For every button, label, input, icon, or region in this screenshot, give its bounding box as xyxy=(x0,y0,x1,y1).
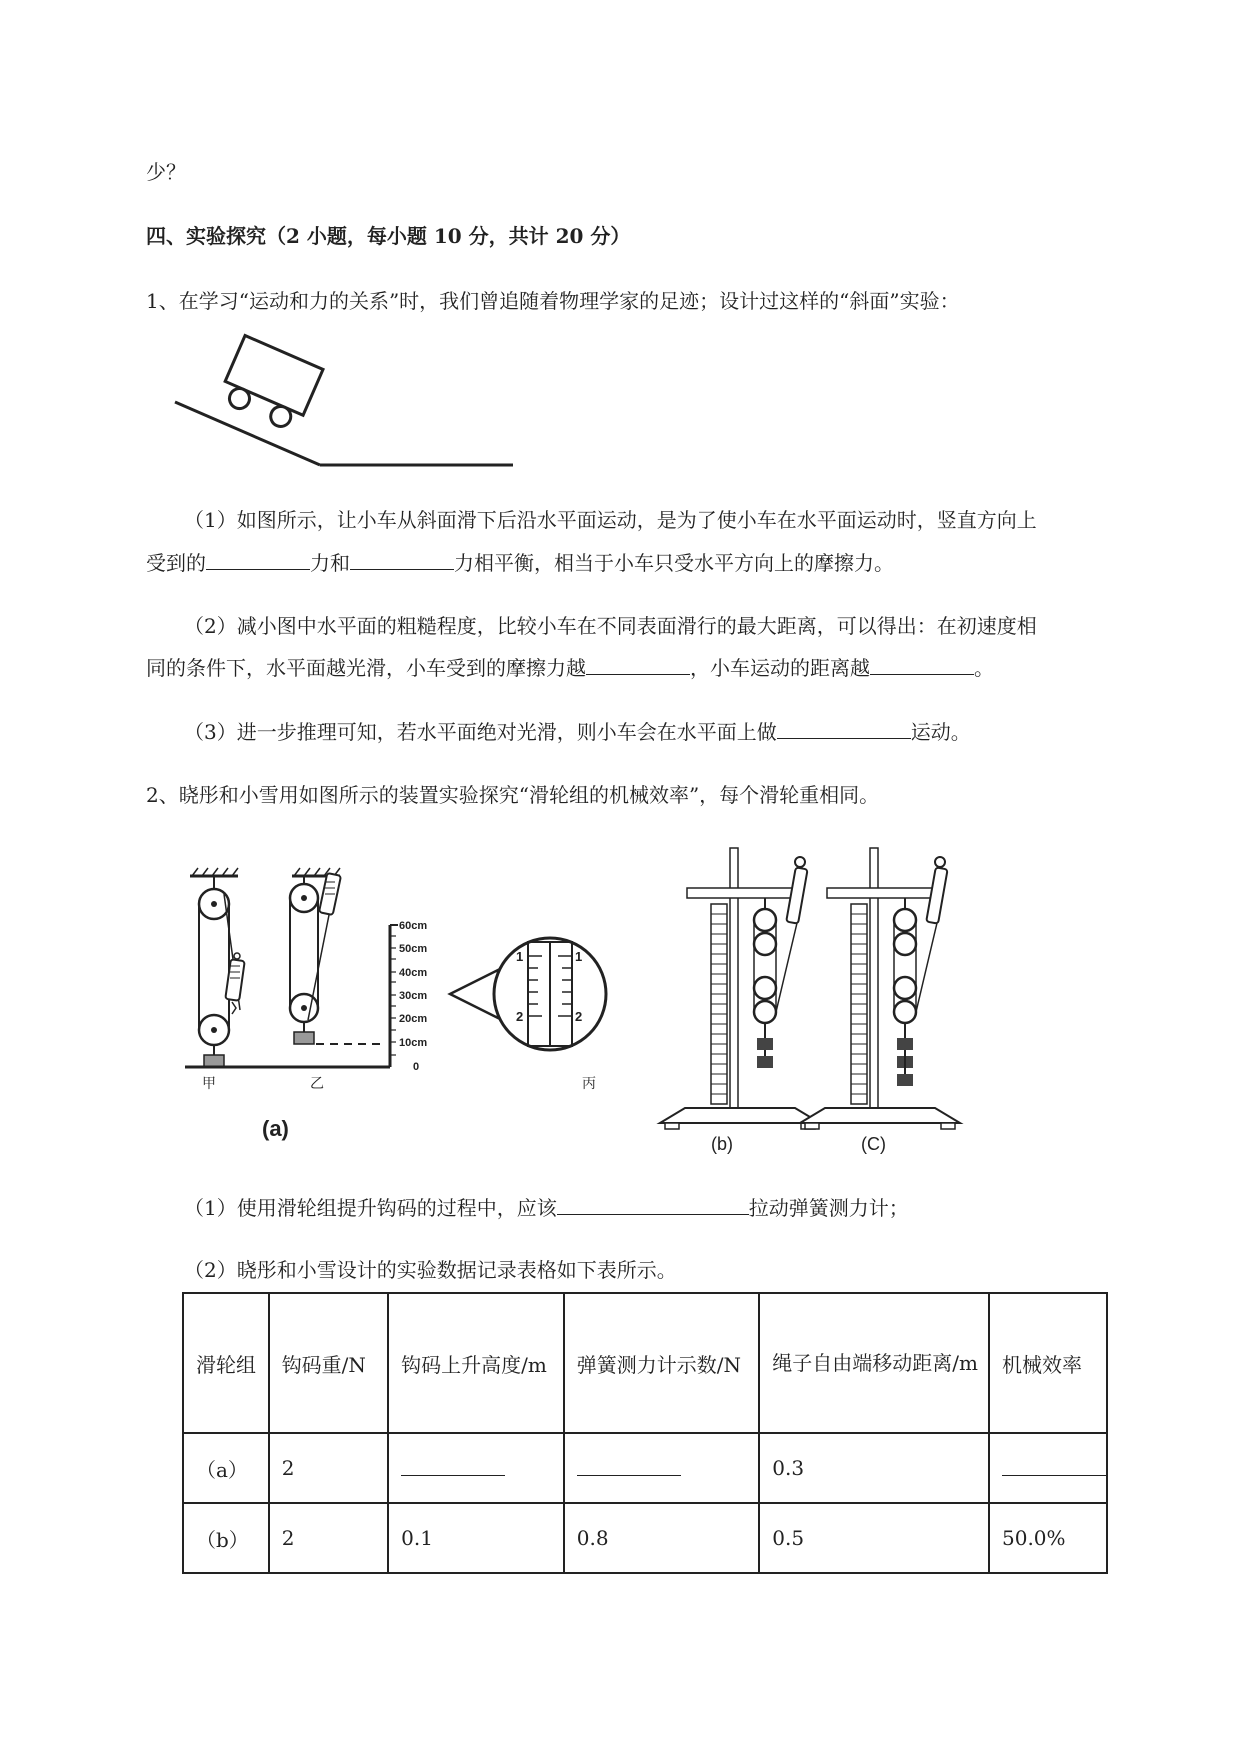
ruler-tick-label: 20cm xyxy=(399,1013,428,1025)
table-cell: 2 xyxy=(269,1433,388,1503)
ruler-tick-label: 50cm xyxy=(399,943,428,955)
q1-part2-line1: （2）减小图中水平面的粗糙程度，比较小车在不同表面滑行的最大距离，可以得出：在初速度相 xyxy=(184,614,1037,638)
answer-blank[interactable] xyxy=(586,652,690,675)
pulley-figure-bc xyxy=(655,848,985,1158)
table-cell: 0.8 xyxy=(564,1503,760,1573)
table-row xyxy=(183,1503,1107,1573)
answer-blank[interactable] xyxy=(401,1455,505,1476)
label-yi: 乙 xyxy=(310,1076,324,1092)
table-header: 弹簧测力计示数/N xyxy=(564,1293,760,1433)
table-cell: 0.3 xyxy=(759,1433,989,1503)
q2-part2: （2）晓彤和小雪设计的实验数据记录表格如下表所示。 xyxy=(184,1258,677,1282)
table-cell: 50.0% xyxy=(989,1503,1107,1573)
zoom-number: 1 xyxy=(575,949,583,964)
data-table xyxy=(182,1292,1108,1574)
table-cell: （a） xyxy=(183,1433,269,1503)
zoom-number: 2 xyxy=(575,1009,583,1024)
table-row xyxy=(183,1433,1107,1503)
label-b: (b) xyxy=(711,1134,733,1154)
ruler-tick-label: 10cm xyxy=(399,1037,428,1049)
ruler-tick-label: 0 xyxy=(413,1061,420,1073)
answer-blank[interactable] xyxy=(1002,1455,1106,1476)
answer-blank[interactable] xyxy=(777,716,911,739)
table-cell: （b） xyxy=(183,1503,269,1573)
label-jia: 甲 xyxy=(202,1076,216,1092)
zoom-number: 2 xyxy=(516,1009,524,1024)
ruler-tick-label: 40cm xyxy=(399,967,428,979)
table-header: 绳子自由端移动距离/m xyxy=(759,1293,989,1433)
answer-blank[interactable] xyxy=(206,547,310,570)
table-header-row xyxy=(183,1293,1107,1433)
q1-part1-line2: 受到的 力和 力相平衡，相当于小车只受水平方向上的摩擦力。 xyxy=(146,547,894,577)
ruler-tick-label: 30cm xyxy=(399,990,428,1002)
table-cell: 0.5 xyxy=(759,1503,989,1573)
table-header: 钩码上升高度/m xyxy=(388,1293,564,1433)
q2-intro: 2、晓彤和小雪用如图所示的装置实验探究“滑轮组的机械效率”，每个滑轮重相同。 xyxy=(146,783,880,807)
answer-blank[interactable] xyxy=(350,547,454,570)
table-cell[interactable] xyxy=(388,1433,564,1503)
answer-blank[interactable] xyxy=(557,1192,749,1215)
answer-blank[interactable] xyxy=(870,652,974,675)
answer-blank[interactable] xyxy=(577,1455,681,1476)
table-cell: 2 xyxy=(269,1503,388,1573)
q1-intro: 1、在学习“运动和力的关系”时，我们曾追随着物理学家的足迹；设计过这样的“斜面”实验： xyxy=(146,289,960,313)
ruler-tick-label: 60cm xyxy=(399,920,428,932)
table-header: 滑轮组 xyxy=(183,1293,269,1433)
q1-part1-line1: （1）如图所示，让小车从斜面滑下后沿水平面运动，是为了使小车在水平面运动时，竖直方向上 xyxy=(184,508,1037,532)
table-cell[interactable] xyxy=(989,1433,1107,1503)
label-a: (a) xyxy=(262,1116,289,1141)
pulley-figure-a xyxy=(180,860,660,1150)
q1-part3: （3）进一步推理可知，若水平面绝对光滑，则小车会在水平面上做 运动。 xyxy=(184,716,971,746)
table-cell: 0.1 xyxy=(388,1503,564,1573)
section-heading: 四、实验探究（2 小题，每小题 10 分，共计 20 分） xyxy=(146,224,631,248)
table-cell[interactable] xyxy=(564,1433,760,1503)
table-header: 机械效率 xyxy=(989,1293,1107,1433)
zoom-number: 1 xyxy=(516,949,524,964)
incline-cart-figure xyxy=(170,340,520,480)
table-header: 钩码重/N xyxy=(269,1293,388,1433)
q2-part1: （1）使用滑轮组提升钩码的过程中，应该 拉动弹簧测力计； xyxy=(184,1192,909,1222)
previous-question-tail: 少？ xyxy=(146,160,186,184)
q1-part2-line2: 同的条件下，水平面越光滑，小车受到的摩擦力越 ，小车运动的距离越 。 xyxy=(146,652,994,682)
label-c: (C) xyxy=(861,1134,886,1154)
label-bing: 丙 xyxy=(582,1076,596,1092)
